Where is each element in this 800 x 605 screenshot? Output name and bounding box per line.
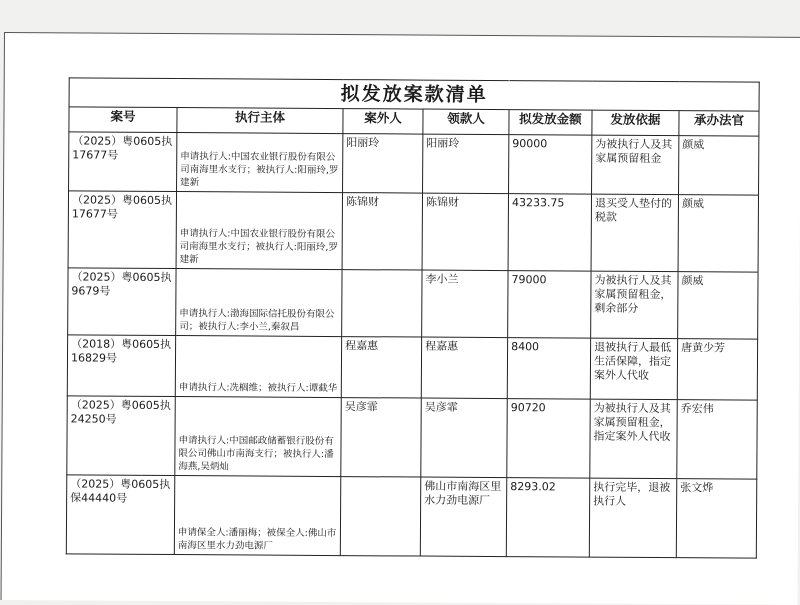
header-basis: 发放依据 bbox=[592, 110, 679, 136]
basis-cell: 退买受人垫付的税款 bbox=[591, 194, 678, 272]
header-outsider: 案外人 bbox=[343, 109, 423, 134]
subject-cell: 申请执行人:中国农业银行股份有限公司南海里水支行；被执行人:阳丽玲,罗建新 bbox=[176, 192, 342, 270]
amount-cell: 8293.02 bbox=[506, 478, 589, 558]
subject-cell: 申请执行人:中国农业银行股份有限公司南海里水支行；被执行人:阳丽玲,罗建新 bbox=[177, 133, 343, 193]
page-title: 拟发放案款清单 bbox=[69, 78, 759, 111]
subject-cell: 申请执行人:冼榈维；被执行人:谭截华 bbox=[175, 336, 341, 398]
document-page bbox=[1, 32, 800, 605]
table-row bbox=[67, 335, 757, 400]
case-no-cell: （2025）粤0605执17677号 bbox=[68, 191, 176, 269]
header-judge: 承办法官 bbox=[679, 111, 759, 136]
payee-cell: 陈锦财 bbox=[422, 193, 508, 271]
subject-cell: 申请保全人:潘丽梅；被保全人:佛山市南海区里水力劲电源厂 bbox=[174, 476, 340, 556]
header-amount: 拟发放金额 bbox=[509, 110, 592, 136]
case-no-cell: （2025）粤0605执9679号 bbox=[68, 268, 176, 336]
header-case-no: 案号 bbox=[69, 107, 177, 133]
amount-cell: 43233.75 bbox=[508, 194, 591, 272]
payee-cell: 佛山市南海区里水力劲电源厂 bbox=[420, 477, 506, 557]
amount-cell: 8400 bbox=[507, 338, 590, 400]
judge-cell: 乔宏伟 bbox=[677, 400, 757, 479]
header-subject: 执行主体 bbox=[177, 108, 343, 134]
basis-cell: 为被执行人及其家属预留租金 bbox=[592, 135, 679, 195]
payee-cell: 吴彦霏 bbox=[421, 398, 507, 478]
amount-cell: 90000 bbox=[509, 135, 592, 195]
case-no-cell: （2018）粤0605执16829号 bbox=[67, 335, 175, 397]
basis-cell: 为被执行人及其家属预留租金，指定案外人代收 bbox=[590, 399, 677, 479]
case-no-cell: （2025）粤0605执24250号 bbox=[67, 396, 175, 476]
outsider-cell: 吴彦霏 bbox=[341, 398, 421, 477]
payment-list-table bbox=[66, 77, 760, 558]
table-row bbox=[68, 268, 758, 339]
judge-cell: 张文烨 bbox=[676, 479, 756, 558]
payee-cell: 程嘉惠 bbox=[421, 337, 507, 399]
outsider-cell: 程嘉惠 bbox=[341, 337, 421, 398]
header-payee: 领款人 bbox=[423, 109, 509, 135]
payee-cell: 阳丽玲 bbox=[423, 134, 509, 194]
outsider-cell bbox=[342, 270, 422, 337]
judge-cell: 颜威 bbox=[678, 195, 758, 272]
amount-cell: 79000 bbox=[508, 271, 591, 339]
case-no-cell: （2025）粤0605执17677号 bbox=[69, 132, 177, 192]
table-row bbox=[69, 132, 759, 195]
judge-cell: 唐黄少芳 bbox=[677, 339, 757, 400]
subject-cell: 申请执行人:中国邮政储蓄银行股份有限公司佛山市南海支行；被执行人:潘海燕,吴炳灿 bbox=[175, 397, 341, 477]
outsider-cell: 陈锦财 bbox=[342, 193, 422, 270]
outsider-cell bbox=[340, 477, 420, 556]
basis-cell: 执行完毕，退被执行人 bbox=[589, 478, 676, 558]
amount-cell: 90720 bbox=[507, 399, 590, 479]
judge-cell: 颜威 bbox=[679, 136, 759, 195]
payee-cell: 李小兰 bbox=[422, 270, 508, 338]
judge-cell: 颜威 bbox=[678, 272, 758, 339]
table-row bbox=[67, 396, 757, 479]
case-no-cell: （2025）粤0605执保44440号 bbox=[66, 475, 174, 555]
table-row bbox=[66, 475, 756, 558]
basis-cell: 退被执行人最低生活保障，指定案外人代收 bbox=[590, 338, 677, 400]
basis-cell: 为被执行人及其家属预留租金，剩余部分 bbox=[591, 271, 678, 339]
subject-cell: 申请执行人:渤海国际信托股份有限公司；被执行人:李小兰,秦叙昌 bbox=[176, 269, 342, 337]
outsider-cell: 阳丽玲 bbox=[343, 134, 423, 193]
table-row bbox=[68, 191, 758, 272]
